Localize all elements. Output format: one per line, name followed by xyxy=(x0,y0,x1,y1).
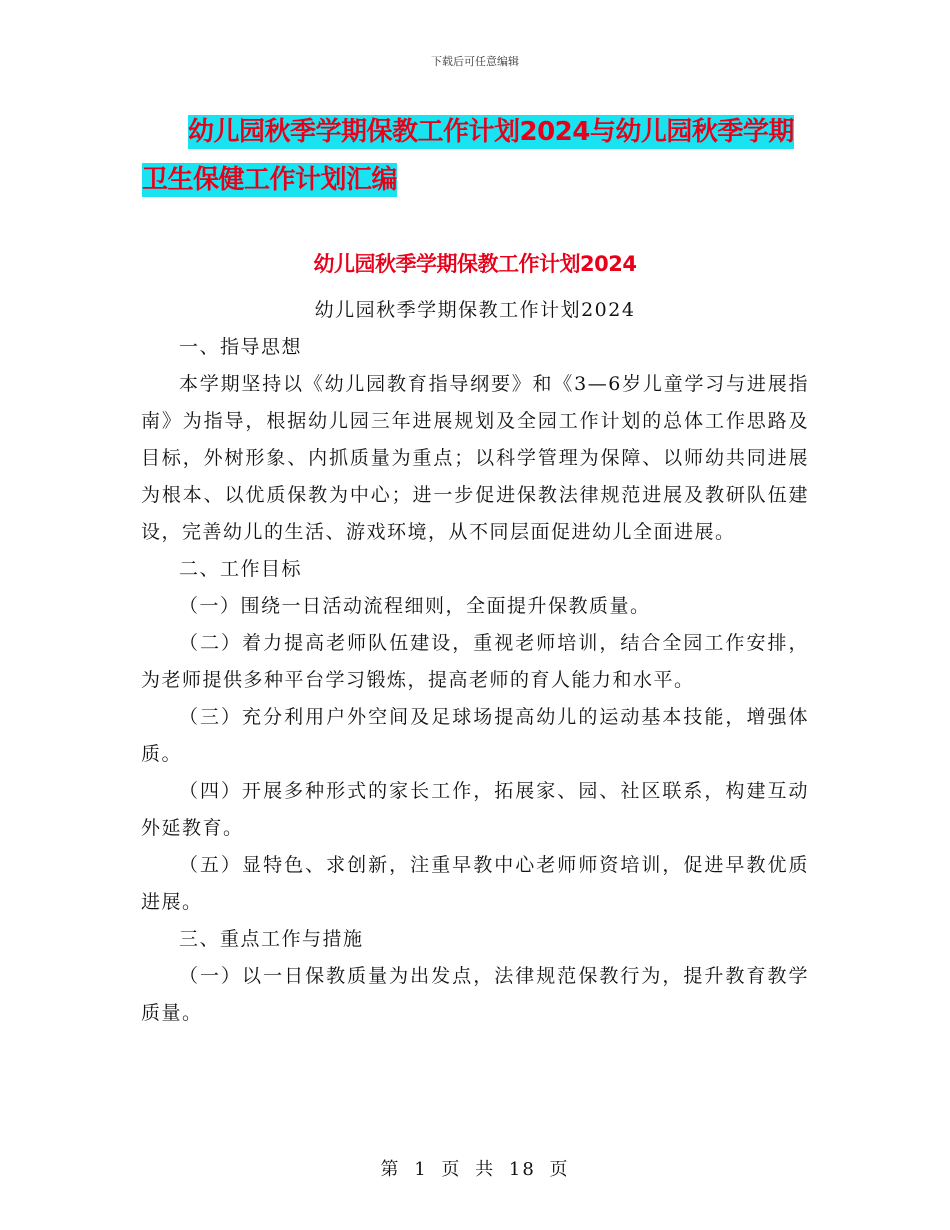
footer-label-unit: 页 xyxy=(441,1159,462,1180)
heading-work-goals: 二、工作目标 xyxy=(179,558,303,580)
goal-item-2: （二）着力提高老师队伍建设，重视老师培训，结合全园工作安排，为老师提供多种平台学习锻炼，提高老师的育人能力和水平。 xyxy=(141,632,809,691)
footer-page-number: 1 xyxy=(414,1159,428,1180)
key-work-item-1: （一）以一日保教质量为出发点，法律规范保教行为，提升教育教学质量。 xyxy=(141,965,809,1024)
document-title xyxy=(142,108,818,204)
goal-item-3: （三）充分利用户外空间及足球场提高幼儿的运动基本技能，增强体质。 xyxy=(141,706,809,765)
footer-label-unit-2: 页 xyxy=(549,1159,570,1180)
section-title: 幼儿园秋季学期保教工作计划2024 xyxy=(313,252,637,276)
goal-item-4: （四）开展多种形式的家长工作，拓展家、园、社区联系，构建互动外延教育。 xyxy=(141,780,809,839)
document-title-line-2: 卫生保健工作计划汇编 xyxy=(142,165,398,195)
goal-item-1: （一）围绕一日活动流程细则，全面提升保教质量。 xyxy=(179,595,651,617)
footer-label-page: 第 xyxy=(380,1159,401,1180)
heading-guiding-ideology: 一、指导思想 xyxy=(179,336,303,358)
footer-label-total: 共 xyxy=(475,1159,496,1180)
footer-total-pages: 18 xyxy=(508,1159,536,1180)
document-body xyxy=(141,292,809,1032)
heading-key-work: 三、重点工作与措施 xyxy=(179,928,364,950)
paragraph-guiding-ideology: 本学期坚持以《幼儿园教育指导纲要》和《3—6岁儿童学习与进展指南》为指导，根据幼儿园三年进展规划及全园工作计划的总体工作思路及目标，外树形象、内抓质量为重点；以科学管理为保障、以师幼共同进展为根本、以优质保教为中心；进一步促进保教法律规范进展及教研队伍建设，完善幼儿的生活、游戏环境，从不同层面促进幼儿全面进展。 xyxy=(141,373,809,543)
header-note: 下载后可任意编辑 xyxy=(431,55,519,68)
body-subtitle: 幼儿园秋季学期保教工作计划2024 xyxy=(314,299,636,321)
goal-item-5: （五）显特色、求创新，注重早教中心老师师资培训，促进早教优质进展。 xyxy=(141,854,809,913)
page-footer xyxy=(0,1155,950,1181)
document-title-line-1: 幼儿园秋季学期保教工作计划2024与幼儿园秋季学期 xyxy=(188,117,794,147)
